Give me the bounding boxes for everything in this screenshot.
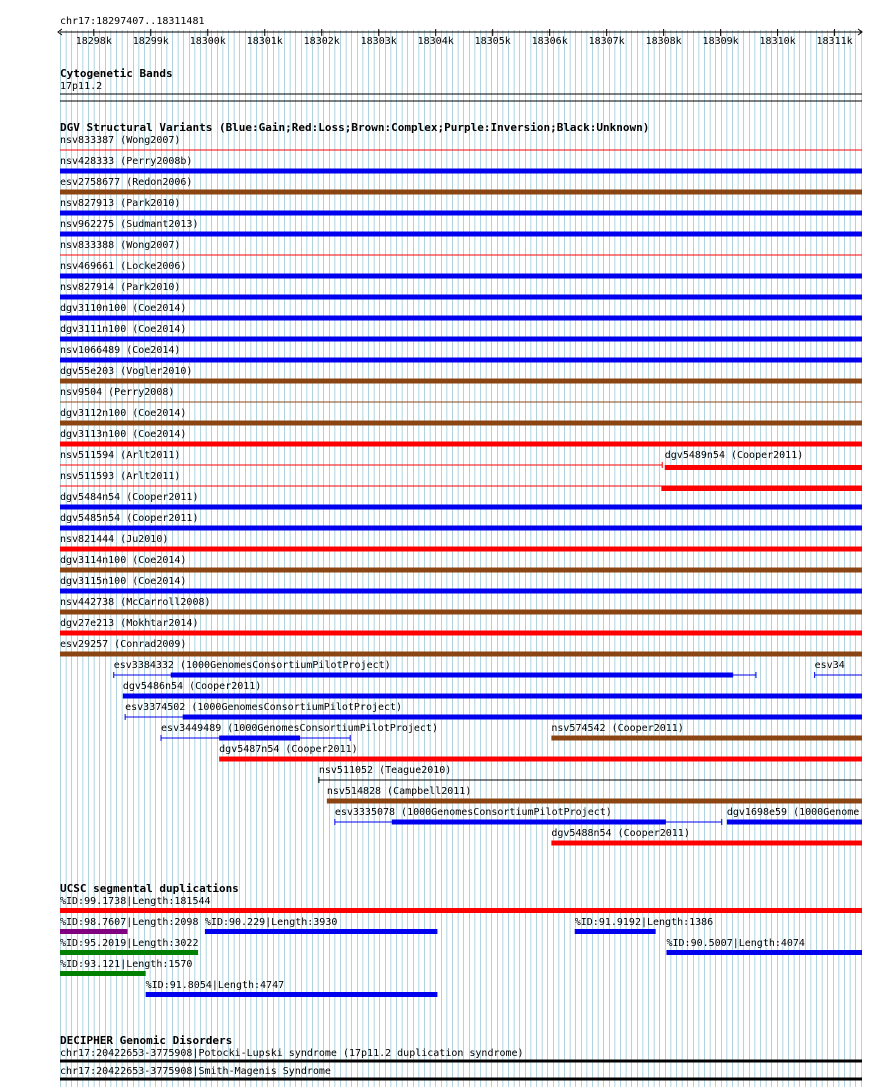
segdup-bar[interactable] <box>666 950 862 955</box>
dgv-variant-bar[interactable] <box>60 421 862 426</box>
dgv-variant-label: dgv5489n54 (Cooper2011) <box>664 450 804 461</box>
dgv-packed-bar[interactable] <box>551 736 862 741</box>
dgv-variant-label: dgv5485n54 (Cooper2011) <box>60 513 199 524</box>
ruler-tick-label: 18307k <box>588 36 625 47</box>
segdup-bar[interactable] <box>60 971 146 976</box>
ruler-tick-label: 18298k <box>75 36 112 47</box>
dgv-variant-label: nsv833387 (Wong2007) <box>60 135 181 146</box>
dgv-variant-label: dgv3110n100 (Coe2014) <box>60 303 187 314</box>
dgv-variant-bar[interactable] <box>60 274 862 279</box>
dgv-packed-thick[interactable] <box>171 673 733 678</box>
dgv-variant-bar[interactable] <box>60 316 862 321</box>
dgv-variant-bar[interactable] <box>60 610 862 615</box>
ruler-tick-label: 18299k <box>132 36 169 47</box>
dgv-variant-label: dgv27e213 (Mokhtar2014) <box>60 618 199 629</box>
cytoband-label: 17p11.2 <box>60 81 103 92</box>
dgv-variant-label: dgv55e203 (Vogler2010) <box>60 366 193 377</box>
segdup-rows <box>60 896 862 997</box>
dgv-packed-bar[interactable] <box>219 757 862 762</box>
dgv-variant-label: nsv827913 (Park2010) <box>60 198 181 209</box>
dgv-packed-bar[interactable] <box>123 694 862 699</box>
ruler-tick-label: 18301k <box>246 36 283 47</box>
dgv-variant-bar[interactable] <box>60 337 862 342</box>
dgv-variant-bar[interactable] <box>60 547 862 552</box>
segdup-bar[interactable] <box>205 929 437 934</box>
segdup-bar[interactable] <box>60 950 198 955</box>
dgv-packed-label: nsv574542 (Cooper2011) <box>551 723 684 734</box>
segdup-bar[interactable] <box>60 908 862 913</box>
track-segmental-duplications <box>60 882 862 997</box>
segdup-label: %ID:98.7607|Length:2098 <box>60 917 199 928</box>
dgv-variant-bar[interactable] <box>60 568 862 573</box>
dgv-variant-label: dgv3111n100 (Coe2014) <box>60 324 187 335</box>
segdup-label: %ID:91.9192|Length:1386 <box>574 917 714 928</box>
dgv-packed-thick[interactable] <box>219 736 300 741</box>
ruler-tick-label: 18308k <box>645 36 682 47</box>
dgv-variant-bar[interactable] <box>60 232 862 237</box>
ruler-tick-label: 18311k <box>816 36 853 47</box>
dgv-variant-label: nsv442738 (McCarroll2008) <box>60 597 211 608</box>
dgv-packed-label: esv34 <box>814 660 845 671</box>
dgv-packed-label: esv3335078 (1000GenomesConsortiumPilotProject) <box>334 807 612 818</box>
dgv-variant-rows <box>60 135 862 657</box>
dgv-packed-label: nsv514828 (Campbell2011) <box>326 786 472 797</box>
dgv-variant-label: nsv9504 (Perry2008) <box>60 387 175 398</box>
segdup-label: %ID:91.8054|Length:4747 <box>145 980 285 991</box>
ruler-tick-label: 18306k <box>531 36 568 47</box>
dgv-variant-label: esv2758677 (Redon2006) <box>60 177 193 188</box>
ruler-tick-label: 18309k <box>702 36 739 47</box>
dgv-variant-bar[interactable] <box>60 169 862 174</box>
dgv-packed-thick[interactable] <box>392 820 666 825</box>
dgv-variant-label: dgv3113n100 (Coe2014) <box>60 429 187 440</box>
dgv-packed-bar[interactable] <box>727 820 862 825</box>
ruler-tick-label: 18305k <box>474 36 511 47</box>
ruler-tick-label: 18304k <box>417 36 454 47</box>
dgv-variant-bar[interactable] <box>60 631 862 636</box>
dgv-variant-label: nsv511594 (Arlt2011) <box>60 450 181 461</box>
ruler-tick-label: 18302k <box>303 36 340 47</box>
dgv-variant-label: dgv3115n100 (Coe2014) <box>60 576 187 587</box>
ruler-tick-label: 18310k <box>759 36 796 47</box>
segdup-label: %ID:93.121|Length:1570 <box>60 959 193 970</box>
dgv-variant-label: nsv1066489 (Coe2014) <box>60 345 181 356</box>
dgv-variant-bar[interactable] <box>60 358 862 363</box>
track-cytogenetic-bands <box>60 67 862 101</box>
track-title-cytogenetic-bands: Cytogenetic Bands <box>60 67 173 80</box>
decipher-label-potocki-lupski: chr17:20422653-3775908|Potocki-Lupski syndrome (17p11.2 duplication syndrome) <box>60 1048 524 1059</box>
dgv-variant-bar[interactable] <box>60 505 862 510</box>
track-title-decipher: DECIPHER Genomic Disorders <box>60 1034 233 1047</box>
dgv-variant-label: esv29257 (Conrad2009) <box>60 639 187 650</box>
dgv-packed-thick[interactable] <box>183 715 862 720</box>
dgv-variant-label: nsv833388 (Wong2007) <box>60 240 181 251</box>
track-dgv-structural-variants <box>60 121 862 846</box>
dgv-variant-label: dgv5484n54 (Cooper2011) <box>60 492 199 503</box>
dgv-packed-bar[interactable] <box>327 799 862 804</box>
dgv-packed-label: nsv511052 (Teague2010) <box>318 765 452 776</box>
dgv-variant-label: dgv3114n100 (Coe2014) <box>60 555 187 566</box>
dgv-packed-bar[interactable] <box>551 841 862 846</box>
track-title-segdups: UCSC segmental duplications <box>60 882 239 895</box>
dgv-variant-bar[interactable] <box>60 442 862 447</box>
segdup-label: %ID:90.5007|Length:4074 <box>666 938 805 949</box>
dgv-variant-label: dgv3112n100 (Coe2014) <box>60 408 187 419</box>
dgv-variant-bar[interactable] <box>661 486 862 491</box>
dgv-variant-bar[interactable] <box>60 652 862 657</box>
dgv-packed-label: esv3384332 (1000GenomesConsortiumPilotProject) <box>113 660 391 671</box>
segdup-label: %ID:90.229|Length:3930 <box>204 917 338 928</box>
segdup-bar[interactable] <box>575 929 656 934</box>
segdup-label: %ID:99.1738|Length:181544 <box>60 896 211 907</box>
segdup-label: %ID:95.2019|Length:3022 <box>60 938 199 949</box>
dgv-variant-bar[interactable] <box>60 211 862 216</box>
ruler-tick-label: 18303k <box>360 36 397 47</box>
dgv-variant-label: nsv511593 (Arlt2011) <box>60 471 181 482</box>
dgv-packed-label: dgv1698e59 (1000Genome <box>726 807 860 818</box>
dgv-variant-bar[interactable] <box>60 295 862 300</box>
segdup-bar[interactable] <box>146 992 438 997</box>
dgv-variant-label: nsv821444 (Ju2010) <box>60 534 169 545</box>
decipher-label-smith-magenis: chr17:20422653-3775908|Smith-Magenis Syndrome <box>60 1066 331 1077</box>
dgv-variant-bar[interactable] <box>665 465 862 470</box>
dgv-packed-variants <box>114 660 862 846</box>
track-title-dgv: DGV Structural Variants (Blue:Gain;Red:Loss;Brown:Complex;Purple:Inversion;Black:Unknown) <box>60 121 650 134</box>
dgv-variant-bar[interactable] <box>60 526 862 531</box>
dgv-variant-bar[interactable] <box>60 379 862 384</box>
dgv-variant-bar[interactable] <box>60 190 862 195</box>
ruler-position-label: chr17:18297407..18311481 <box>60 16 205 27</box>
ruler-tick-label: 18300k <box>189 36 226 47</box>
dgv-packed-label: esv3374502 (1000GenomesConsortiumPilotProject) <box>125 702 403 713</box>
dgv-packed-label: esv3449489 (1000GenomesConsortiumPilotProject) <box>161 723 438 734</box>
track-decipher-genomic-disorders <box>60 1034 862 1079</box>
dgv-variant-bar[interactable] <box>60 589 862 594</box>
dgv-packed-label: dgv5488n54 (Cooper2011) <box>551 828 690 839</box>
dgv-variant-label: nsv469661 (Locke2006) <box>60 261 187 272</box>
dgv-variant-label: nsv428333 (Perry2008b) <box>60 156 193 167</box>
dgv-variant-label: nsv962275 (Sudmant2013) <box>60 219 199 230</box>
ruler <box>58 16 862 47</box>
dgv-packed-label: dgv5487n54 (Cooper2011) <box>219 744 358 755</box>
dgv-variant-label: nsv827914 (Park2010) <box>60 282 181 293</box>
dgv-packed-label: dgv5486n54 (Cooper2011) <box>122 681 262 692</box>
segdup-bar[interactable] <box>60 929 127 934</box>
